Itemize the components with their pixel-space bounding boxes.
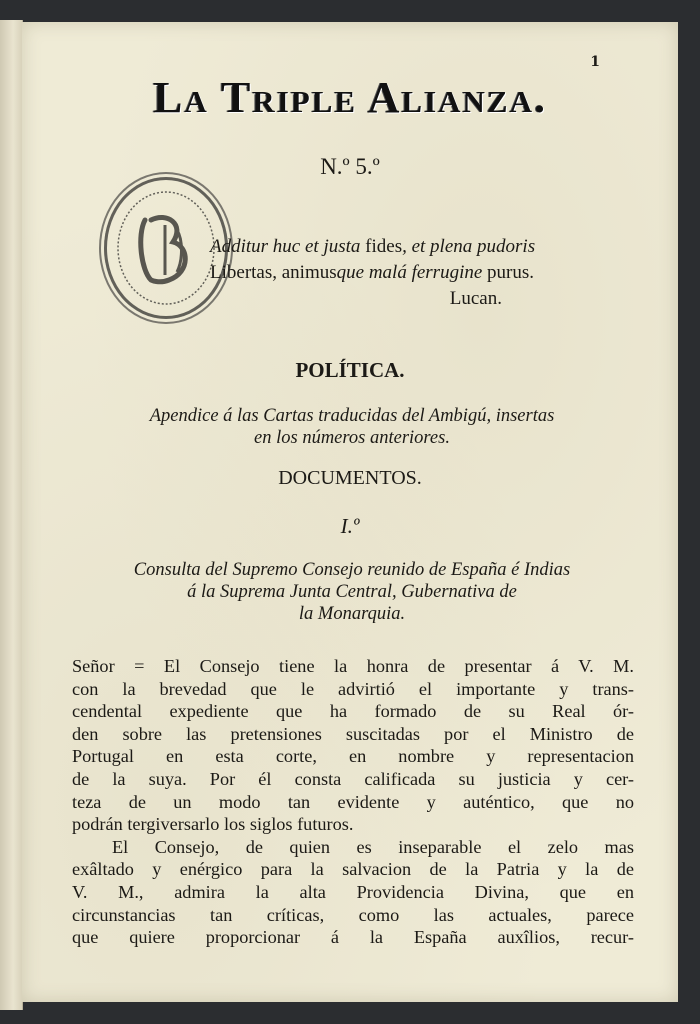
body-line: cendental expediente que ha formado de su Real ór- bbox=[72, 701, 634, 722]
body-line: Portugal en esta corte, en nombre y representacion bbox=[72, 746, 634, 767]
epigraph-text: Libertas, animus bbox=[210, 262, 337, 283]
epigraph-text: , et plena pudoris bbox=[402, 236, 536, 257]
consulta-line: la Monarquia. bbox=[298, 604, 406, 624]
page-title: La Triple Alianza. bbox=[153, 73, 547, 122]
subtitle-line: Apendice á las Cartas traducidas del Ambigú, insertas bbox=[149, 406, 555, 426]
consulta-line: Consulta del Supremo Consejo reunido de España é Indias bbox=[133, 560, 571, 580]
document-page bbox=[22, 22, 678, 1002]
consulta-line: á la Suprema Junta Central, Gubernativa de bbox=[187, 582, 517, 602]
body-text bbox=[72, 655, 634, 949]
subtitle-line: en los números anteriores. bbox=[254, 428, 450, 448]
epigraph-text: Additur huc et justa bbox=[210, 236, 361, 257]
document-number: I.º bbox=[340, 514, 360, 538]
epigraph-attribution: Lucan. bbox=[449, 288, 502, 309]
body-line: podrán tergiversarlo los siglos futuros. bbox=[72, 814, 354, 835]
body-line: circunstancias tan críticas, como las actuales, parece bbox=[72, 904, 634, 925]
documents-heading: DOCUMENTOS. bbox=[278, 467, 422, 489]
epigraph-text: fides bbox=[365, 236, 403, 257]
body-line: que quiere proporcionar á la España auxîlios, recur- bbox=[72, 927, 634, 948]
page-number: 1 bbox=[590, 54, 600, 70]
section-heading: POLÍTICA. bbox=[295, 358, 405, 382]
body-line: El Consejo, de quien es inseparable el zelo mas bbox=[112, 836, 634, 857]
book-spine-edge bbox=[0, 20, 23, 1010]
body-line: den sobre las pretensiones suscitadas por el Ministro de bbox=[72, 723, 634, 744]
body-line: exâltado y enérgico para la salvacion de la Patria y la de bbox=[72, 859, 634, 880]
document-heading bbox=[72, 559, 632, 625]
issue-number: N.º 5.º bbox=[320, 154, 380, 179]
epigraph-text: purus. bbox=[487, 262, 535, 283]
epigraph bbox=[210, 234, 620, 312]
body-line: de la suya. Por él consta calificada su justicia y cer- bbox=[72, 768, 634, 789]
body-line: teza de un modo tan evidente y auténtico, que no bbox=[72, 791, 634, 812]
body-line: con la brevedad que le advirtió el importante y trans- bbox=[72, 678, 634, 699]
body-line: V. M., admira la alta Providencia Divina, que en bbox=[72, 881, 634, 902]
section-subtitle bbox=[72, 405, 632, 449]
epigraph-text: que malá ferrugine bbox=[336, 262, 483, 283]
body-line: Señor = El Consejo tiene la honra de presentar á V. M. bbox=[72, 656, 634, 676]
